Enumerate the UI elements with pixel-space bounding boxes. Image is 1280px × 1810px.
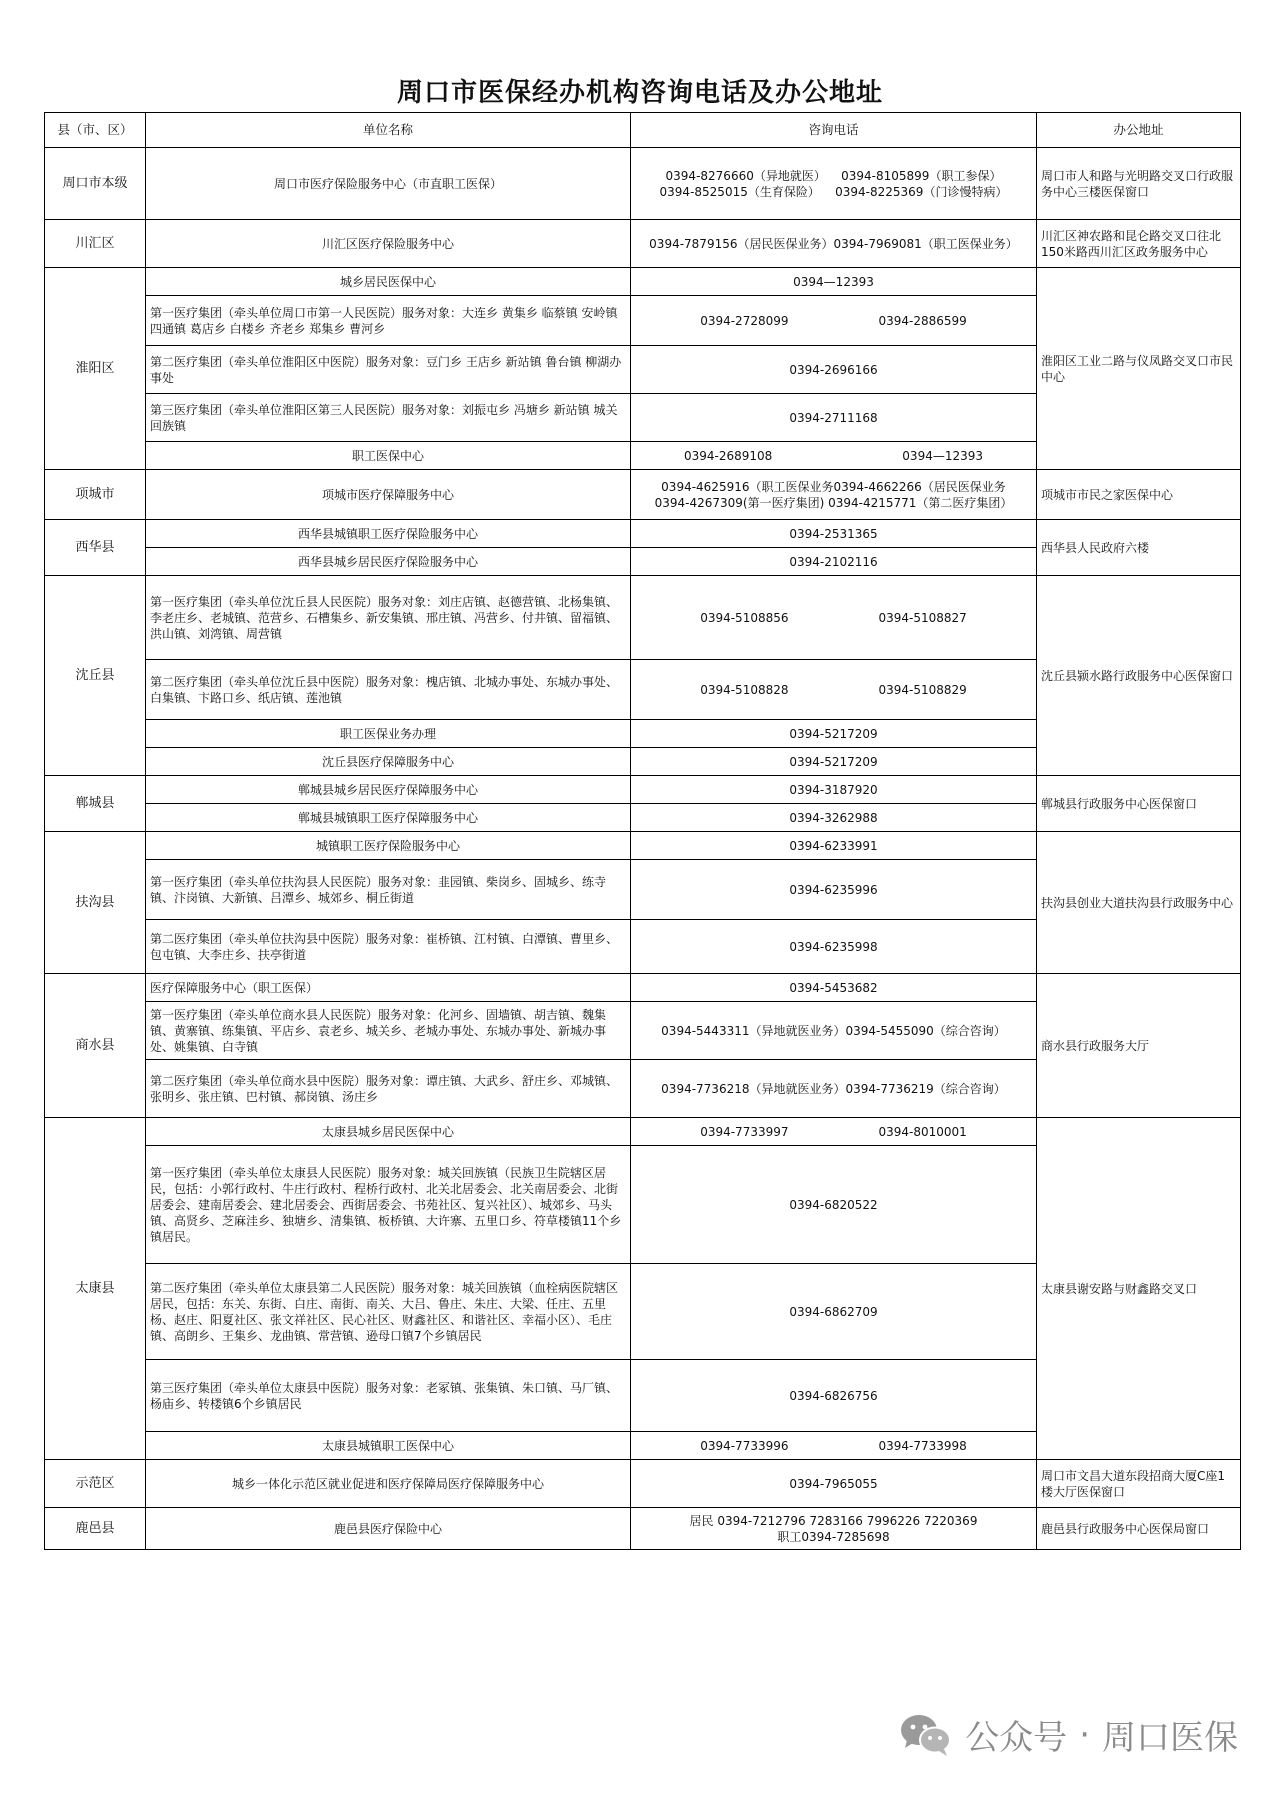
table-row xyxy=(45,220,1241,268)
unit-cell: 西华县城镇职工医疗保险服务中心 xyxy=(146,520,631,548)
phone-cell: 0394—12393 xyxy=(631,268,1037,296)
county-cell: 扶沟县 xyxy=(45,832,146,974)
page-title: 周口市医保经办机构咨询电话及办公地址 xyxy=(396,78,883,108)
phone-cell: 0394-6233991 xyxy=(631,832,1037,860)
phone-cell: 0394-6826756 xyxy=(631,1360,1037,1432)
phone-cell xyxy=(631,660,1037,720)
unit-cell: 第一医疗集团（牵头单位周口市第一人民医院）服务对象：大连乡 黄集乡 临蔡镇 安岭镇 四通镇 葛店乡 白楼乡 齐老乡 郑集乡 曹河乡 xyxy=(146,296,631,346)
wechat-watermark xyxy=(899,1710,1238,1759)
county-cell: 太康县 xyxy=(45,1118,146,1460)
county-cell: 项城市 xyxy=(45,470,146,520)
phone-cell: 0394-6862709 xyxy=(631,1264,1037,1360)
header-address: 办公地址 xyxy=(1037,113,1241,148)
unit-cell: 周口市医疗保险服务中心（市直职工医保） xyxy=(146,148,631,220)
phone-cell: 0394-2711168 xyxy=(631,394,1037,442)
phone-number: 职工0394-7285698 xyxy=(777,1529,890,1544)
address-cell: 商水县行政服务大厅 xyxy=(1037,974,1241,1118)
phone-cell: 0394-5217209 xyxy=(631,748,1037,776)
unit-cell: 郸城县城乡居民医疗保障服务中心 xyxy=(146,776,631,804)
address-cell: 鹿邑县行政服务中心医保局窗口 xyxy=(1037,1508,1241,1550)
phone-number: 0394-5108856 xyxy=(700,610,789,625)
address-cell: 沈丘县颍水路行政服务中心医保窗口 xyxy=(1037,576,1241,776)
unit-cell: 鹿邑县医疗保险中心 xyxy=(146,1508,631,1550)
phone-cell xyxy=(631,442,1037,470)
unit-cell: 郸城县城镇职工医疗保障服务中心 xyxy=(146,804,631,832)
unit-cell: 太康县城乡居民医保中心 xyxy=(146,1118,631,1146)
county-cell: 沈丘县 xyxy=(45,576,146,776)
address-cell: 周口市人和路与光明路交叉口行政服务中心三楼医保窗口 xyxy=(1037,148,1241,220)
phone-number: 0394—12393 xyxy=(902,448,984,463)
unit-cell: 职工医保业务办理 xyxy=(146,720,631,748)
phone-number: 0394-8105899（职工参保） xyxy=(841,168,1002,183)
table-row xyxy=(45,1460,1241,1508)
table-row xyxy=(45,268,1241,296)
phone-number: 0394-4267309(第一医疗集团) 0394-4215771（第二医疗集团） xyxy=(654,495,1013,510)
phone-cell xyxy=(631,296,1037,346)
table-row xyxy=(45,470,1241,520)
phone-cell: 0394-7736218（异地就医业务）0394-7736219（综合咨询） xyxy=(631,1060,1037,1118)
county-cell: 周口市本级 xyxy=(45,148,146,220)
address-cell: 淮阳区工业二路与仪凤路交叉口市民中心 xyxy=(1037,268,1241,470)
phone-cell: 0394-7879156（居民医保业务）0394-7969081（职工医保业务） xyxy=(631,220,1037,268)
phone-number: 0394-8225369（门诊慢特病） xyxy=(835,184,1008,199)
unit-cell: 沈丘县医疗保障服务中心 xyxy=(146,748,631,776)
unit-cell: 第一医疗集团（牵头单位太康县人民医院）服务对象：城关回族镇（民族卫生院辖区居民，包括：小郭行政村、牛庄行政村、程桥行政村、北关北居委会、北关南居委会、北街居委会、建南居委会、建北居委会、西街居委会、书苑社区、复兴社区）、城郊乡、马头镇、高贤乡、芝麻洼乡、独塘乡、清集镇、板桥镇、大许寨、五里口乡、符草楼镇11个乡镇居民。 xyxy=(146,1146,631,1264)
watermark-prefix: 公众号 xyxy=(965,1718,1068,1758)
phone-cell: 0394-3187920 xyxy=(631,776,1037,804)
table-row xyxy=(45,1508,1241,1550)
table-row xyxy=(45,148,1241,220)
phone-number: 0394-5108827 xyxy=(878,610,967,625)
unit-cell: 太康县城镇职工医保中心 xyxy=(146,1432,631,1460)
county-cell: 淮阳区 xyxy=(45,268,146,470)
phone-cell xyxy=(631,1432,1037,1460)
wechat-icon xyxy=(899,1712,953,1758)
county-cell: 商水县 xyxy=(45,974,146,1118)
unit-cell: 第二医疗集团（牵头单位淮阳区中医院）服务对象：豆门乡 王店乡 新站镇 鲁台镇 柳湖办事处 xyxy=(146,346,631,394)
phone-cell: 0394-2531365 xyxy=(631,520,1037,548)
watermark-separator: · xyxy=(1079,1714,1090,1755)
unit-cell: 第二医疗集团（牵头单位沈丘县中医院）服务对象：槐店镇、北城办事处、东城办事处、白集镇、卞路口乡、纸店镇、莲池镇 xyxy=(146,660,631,720)
table-row xyxy=(45,832,1241,860)
unit-cell: 第三医疗集团（牵头单位太康县中医院）服务对象：老冢镇、张集镇、朱口镇、马厂镇、杨庙乡、转楼镇6个乡镇居民 xyxy=(146,1360,631,1432)
address-cell: 项城市市民之家医保中心 xyxy=(1037,470,1241,520)
phone-number: 0394-8276660（异地就医） xyxy=(665,168,826,183)
unit-cell: 第二医疗集团（牵头单位太康县第二人民医院）服务对象：城关回族镇（血栓病医院辖区居民，包括：东关、东街、白庄、南街、南关、大吕、鲁庄、朱庄、大梁、任庄、五里杨、赵庄、阳夏社区、张文祥社区、民心社区、财鑫社区、和谐社区、幸福小区）、毛庄镇、高朗乡、王集乡、龙曲镇、常营镇、逊母口镇7个乡镇居民 xyxy=(146,1264,631,1360)
phone-cell: 0394-5443311（异地就医业务）0394-5455090（综合咨询） xyxy=(631,1002,1037,1060)
phone-number: 居民 0394-7212796 7283166 7996226 7220369 xyxy=(689,1513,978,1528)
address-cell: 西华县人民政府六楼 xyxy=(1037,520,1241,576)
unit-cell: 川汇区医疗保险服务中心 xyxy=(146,220,631,268)
phone-number: 0394-7733998 xyxy=(878,1438,967,1453)
unit-cell: 西华县城乡居民医疗保险服务中心 xyxy=(146,548,631,576)
unit-cell: 职工医保中心 xyxy=(146,442,631,470)
unit-cell: 第二医疗集团（牵头单位扶沟县中医院）服务对象：崔桥镇、江村镇、白潭镇、曹里乡、包屯镇、大李庄乡、扶亭街道 xyxy=(146,920,631,974)
phone-number: 0394-5108828 xyxy=(700,682,789,697)
unit-cell: 城镇职工医疗保险服务中心 xyxy=(146,832,631,860)
table-row xyxy=(45,974,1241,1002)
address-cell: 周口市文昌大道东段招商大厦C座1楼大厅医保窗口 xyxy=(1037,1460,1241,1508)
header-unit: 单位名称 xyxy=(146,113,631,148)
table-header-row xyxy=(45,113,1241,148)
address-cell: 扶沟县创业大道扶沟县行政服务中心 xyxy=(1037,832,1241,974)
county-cell: 示范区 xyxy=(45,1460,146,1508)
unit-cell: 城乡居民医保中心 xyxy=(146,268,631,296)
phone-number: 0394-8525015（生育保险） xyxy=(659,184,820,199)
phone-cell: 0394-5217209 xyxy=(631,720,1037,748)
unit-cell: 医疗保障服务中心（职工医保） xyxy=(146,974,631,1002)
county-cell: 郸城县 xyxy=(45,776,146,832)
phone-cell xyxy=(631,576,1037,660)
table-row xyxy=(45,776,1241,804)
phone-number: 0394-7733996 xyxy=(700,1438,789,1453)
phone-number: 0394-5108829 xyxy=(878,682,967,697)
header-county: 县（市、区） xyxy=(45,113,146,148)
phone-cell: 0394-3262988 xyxy=(631,804,1037,832)
phone-cell xyxy=(631,1118,1037,1146)
phone-cell: 0394-6820522 xyxy=(631,1146,1037,1264)
phone-number: 0394-2728099 xyxy=(700,313,789,328)
address-cell: 太康县谢安路与财鑫路交叉口 xyxy=(1037,1118,1241,1460)
phone-cell xyxy=(631,148,1037,220)
phone-number: 0394-8010001 xyxy=(878,1124,967,1139)
county-cell: 西华县 xyxy=(45,520,146,576)
contact-table xyxy=(44,112,1241,1550)
table-row xyxy=(45,1118,1241,1146)
county-cell: 鹿邑县 xyxy=(45,1508,146,1550)
phone-cell xyxy=(631,470,1037,520)
unit-cell: 第一医疗集团（牵头单位沈丘县人民医院）服务对象：刘庄店镇、赵德营镇、北杨集镇、李老庄乡、老城镇、范营乡、石槽集乡、新安集镇、邢庄镇、冯营乡、付井镇、留福镇、洪山镇、刘湾镇、周营镇 xyxy=(146,576,631,660)
phone-cell xyxy=(631,1508,1037,1550)
phone-cell: 0394-6235998 xyxy=(631,920,1037,974)
table-row xyxy=(45,520,1241,548)
unit-cell: 第一医疗集团（牵头单位扶沟县人民医院）服务对象：韭园镇、柴岗乡、固城乡、练寺镇、汴岗镇、大新镇、吕潭乡、城郊乡、桐丘街道 xyxy=(146,860,631,920)
phone-number: 0394-4625916（职工医保业务0394-4662266（居民医保业务 xyxy=(661,479,1006,494)
unit-cell: 第二医疗集团（牵头单位商水县中医院）服务对象：谭庄镇、大武乡、舒庄乡、邓城镇、张明乡、张庄镇、巴村镇、郝岗镇、汤庄乡 xyxy=(146,1060,631,1118)
phone-cell: 0394-6235996 xyxy=(631,860,1037,920)
address-cell: 川汇区神农路和昆仑路交叉口往北150米路西川汇区政务服务中心 xyxy=(1037,220,1241,268)
phone-cell: 0394-7965055 xyxy=(631,1460,1037,1508)
unit-cell: 第三医疗集团（牵头单位淮阳区第三人民医院）服务对象：刘振屯乡 冯塘乡 新站镇 城关回族镇 xyxy=(146,394,631,442)
phone-number: 0394-7733997 xyxy=(700,1124,789,1139)
phone-number: 0394-2886599 xyxy=(878,313,967,328)
watermark-account: 周口医保 xyxy=(1102,1718,1238,1758)
unit-cell: 第一医疗集团（牵头单位商水县人民医院）服务对象：化河乡、固墙镇、胡吉镇、魏集镇、黄寨镇、练集镇、平店乡、袁老乡、城关乡、老城办事处、东城办事处、新城办事处、姚集镇、白寺镇 xyxy=(146,1002,631,1060)
unit-cell: 城乡一体化示范区就业促进和医疗保障局医疗保障服务中心 xyxy=(146,1460,631,1508)
phone-cell: 0394-5453682 xyxy=(631,974,1037,1002)
unit-cell: 项城市医疗保障服务中心 xyxy=(146,470,631,520)
phone-cell: 0394-2102116 xyxy=(631,548,1037,576)
phone-cell: 0394-2696166 xyxy=(631,346,1037,394)
header-phone: 咨询电话 xyxy=(631,113,1037,148)
address-cell: 郸城县行政服务中心医保窗口 xyxy=(1037,776,1241,832)
table-row xyxy=(45,576,1241,660)
county-cell: 川汇区 xyxy=(45,220,146,268)
phone-number: 0394-2689108 xyxy=(683,448,773,463)
